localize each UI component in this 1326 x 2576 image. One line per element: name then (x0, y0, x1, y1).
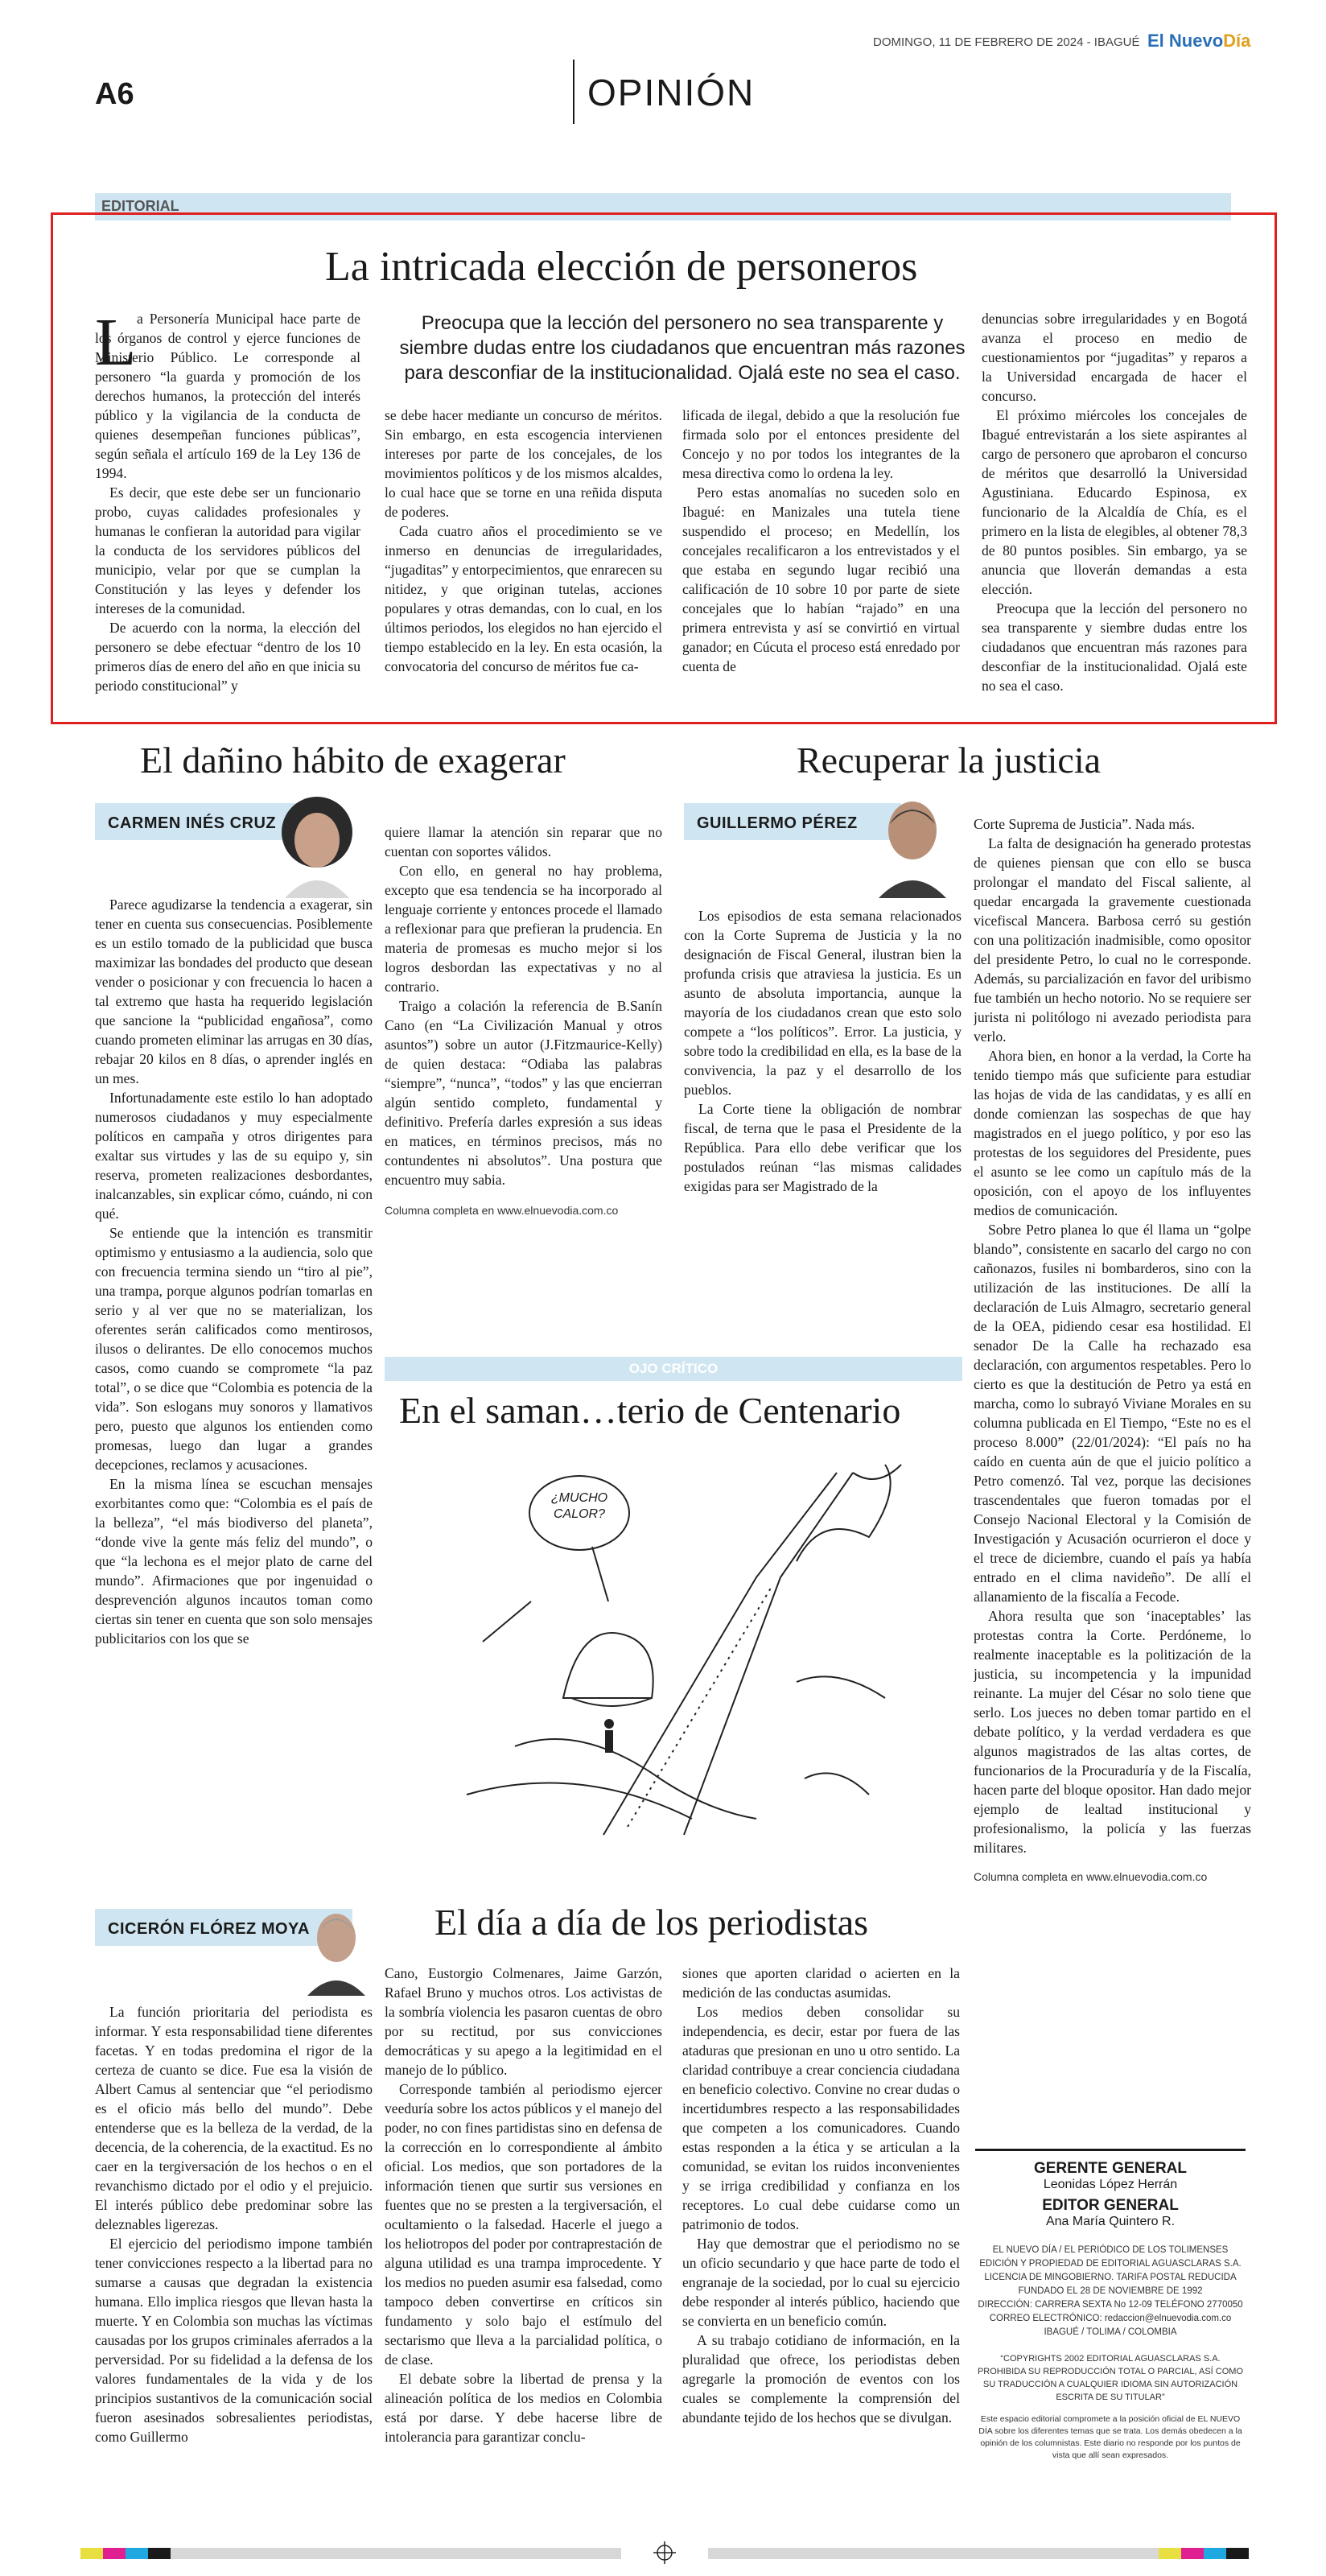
print-color-bar-segment (80, 2548, 103, 2559)
dateline: DOMINGO, 11 DE FEBRERO DE 2024 - IBAGUÉ (873, 35, 1140, 49)
editorial-tag: EDITORIAL (101, 198, 179, 214)
column-perez-author: GUILLERMO PÉREZ (684, 803, 901, 840)
editorial-column-1 (95, 305, 360, 711)
column-paragraph: Ahora bien, en honor a la verdad, la Corte ha tenido tiempo más que suficiente para estudiar las hojas de vida de las candidatas, y es allí en donde comienzan las sospechas de que hay magistrados en el juego político, y por eso las protestas de los seguidores del Presidente, pues el asunto se lee como un capítulo más de la oposición, con el apoyo de los influyentes medios de comunicación. (974, 1048, 1251, 1218)
column-cruz-title: El dañino hábito de exagerar (140, 740, 566, 781)
editorial-paragraph: Es decir, que este debe ser un funcionario probo, cuyas calidades profesionales y humanas le confieran la autoridad para vigilar la conducta de los servidores públicos del municipio, velar por que se cumplan la Constitución y las leyes y defender los intereses de la comunidad. (95, 484, 360, 616)
column-paragraph: La Corte tiene la obligación de nombrar fiscal, de terna que le pasa el Presidente de la República. Para ello debe verificar que los postulados reúnan “las mismas calidades exigidas para ser Magistrado de la (684, 1101, 962, 1194)
column-paragraph: Corte Suprema de Justicia”. Nada más. (974, 816, 1196, 832)
column-paragraph: Se entiende que la intención es transmitir optimismo y entusiasmo a la audiencia, solo que con frecuencia termina siendo un “tiro al pie”, una trampa, porque algunos podrían tomarlas en serio y al ver que no se materializan, los oferentes serán calificados como mentirosos, ilusos o delirantes. De ello conocemos muchos casos, como cuando se compromete “la paz total”, o se dice que “Colombia es potencia de la vida”. Son eslogans muy sonoros y llamativos pero, puesto que algunos los entienden como promesas, luego dan lugar a grandes decepciones, reclamos y acusaciones. (95, 1225, 373, 1473)
editor-title: EDITOR GENERAL (1042, 2197, 1179, 2214)
column-paragraph: Traigo a colación la referencia de B.Sanín Cano (en “La Civilización Manual y otros asuntos”) sobre un autor (J.Fitzmaurice-Kelly) de quien destaca: “Odiaba las palabras “siempre”, “nunca”, “todos” y las que encierran algún sentido completo, fundamental y definitivo. Prefería darles expresión a sus ideas en matices, en términos precisos, más no contundentes ni absolutos”. Una postura que encuentro muy sabia. (385, 998, 662, 1188)
editorial-column-4 (982, 309, 1247, 715)
print-color-bar-segment (171, 2548, 621, 2559)
column-paragraph: La función prioritaria del periodista es informar. Y esta responsabilidad tiene diferentes facetas. Y en todas predomina el rigor de la certeza de cuanto se dice. Fue esa la visión de Albert Camus al sentenciar que “el periodismo es el oficio más bello del mundo”. Debe entenderse que es la belleza de la verdad, de la decencia, de la coherencia, de la exactitud. Es no caer en la tergiversación de los hechos o en el revanchismo dictado por el odio y el prejuicio. El interés público debe predominar sobre las deleznables ligerezas. (95, 2004, 373, 2232)
column-perez-title: Recuperar la justicia (797, 740, 1102, 781)
editorial-column-3 (682, 406, 960, 715)
column-florez-author: CICERÓN FLÓREZ MOYA (95, 1909, 352, 1946)
column-paragraph: Infortunadamente este estilo lo han adoptado numerosos ciudadanos y muy especialmente políticos en campaña y otros dirigentes para exaltar sus virtudes y las de su equipo y, sin reserva, prometen realizaciones desbordantes, inalcanzables, sin explicar cómo, cuándo, ni con qué. (95, 1090, 373, 1222)
column-paragraph: Con ello, en general no hay problema, excepto que esa tendencia se ha incorporado al lenguaje corriente y entonces procede el llamado a reflexionar para que prefieran la prudencia. En materia de promesas es mucho mejor si los logros desbordan las expectativas y no al contrario. (385, 863, 662, 995)
column-cruz-col-1 (95, 895, 373, 1881)
column-florez-title: El día a día de los periodistas (434, 1902, 869, 1943)
column-paragraph: En la misma línea se escuchan mensajes exorbitantes como que: “Colombia es el país de la belleza”, “el más biodiverso del planeta”, “donde vive la gente más feliz del mundo”, o que “la lechona es el mejor plato de carne del mundo”. Afirmaciones que por ingenuidad o desprevención algunos incautos toman como ciertas sin tener en cuenta que son solo mensajes publicitarios con los que se (95, 1476, 373, 1647)
legal-line: EL NUEVO DÍA / EL PERIÓDICO DE LOS TOLIMENSES (992, 2245, 1229, 2255)
column-paragraph: Cano, Eustorgio Colmenares, Jaime Garzón, Rafael Bruno y muchos otros. Los activistas de la sombría violencia les pasaron cuentas de obro por su rectitud, por sus convicciones democráticas y su apego a la legitimidad en el manejo de lo público. (385, 1965, 662, 2078)
editorial-paragraph: Cada cuatro años el procedimiento se ve inmerso en denuncias de irregularidades, “jugaditas” y entorpecimientos, que enrarecen su nitidez, y que originan tutelas, acciones populares y otras demandas, con lo cual, en los últimos periodos, los elegidos no han ejercido el tiempo establecido en la ley. En esta ocasión, la convocatoria del concurso de méritos fue ca- (385, 523, 662, 674)
print-color-bar-segment (148, 2548, 171, 2559)
page-number: A6 (95, 77, 134, 111)
column-paragraph: El ejercicio del periodismo impone también tener convicciones respecto a la libertad para no sumarse a causas que degradan la existencia humana. Ello implica riesgos que llevan hasta la muerte. Y en Colombia son muchas las víctimas causadas por los grupos criminales aferrados a la perversidad. Por su fidelidad a la defensa de los valores fundamentales de la vida y de los principios sustantivos de la comunicación social fueron asesinados sobresalientes periodistas, como Guillermo (95, 2236, 373, 2445)
legal-line: CORREO ELECTRÓNICO: redaccion@elnuevodia.com.co (989, 2314, 1232, 2323)
column-florez-col-1 (95, 2002, 373, 2549)
author-photo-florez (304, 1907, 369, 1996)
editorial-paragraph: lificada de ilegal, debido a que la resolución fue firmada solo por el entonces presidente del Concejo y no por todos los integrantes de la mesa directiva como lo ordena la ley. (682, 407, 960, 481)
copyright-notice: “COPYRIGHTS 2002 EDITORIAL AGUASCLARAS S.A. PROHIBIDA SU REPRODUCCIÓN TOTAL O PARCIAL, ASÍ COMO SU TRADUCCIÓN A CUALQUIER IDIOMA SIN AUTORIZACIÓN ESCRITA DE SU TITULAR” (977, 2354, 1244, 2402)
cartoon-illustration (418, 1440, 917, 1843)
column-perez-col-2 (974, 814, 1251, 2102)
manager-name: Leonidas López Herrán (1043, 2178, 1178, 2191)
column-perez-note: Columna completa en www.elnuevodia.com.co (974, 1870, 1208, 1883)
editor-name: Ana María Quintero R. (1045, 2215, 1176, 2228)
editorial-paragraph: a Personería Municipal hace parte de los órganos de control y ejerce funciones de Ministerio Público. Le corresponde al personero “la guarda y promoción de los derechos humanos, la protección del interés público y la vigilancia de la conducta de quienes desempeñan funciones públicas”, según señala el artículo 169 de la Ley 136 de 1994. (95, 311, 360, 481)
header-divider (573, 60, 574, 124)
legal-info (975, 2244, 1246, 2339)
registration-mark-icon (653, 2541, 676, 2564)
column-paragraph: El debate sobre la libertad de prensa y la alineación política de los medios en Colombia está por darse. Y debe hacerse libre de intolerancia para garantizar conclu- (385, 2371, 662, 2445)
author-photo-cruz (269, 793, 365, 898)
legal-line: DIRECCIÓN: CARRERA SEXTA No 12-09 TELÉFONO 2770050 (978, 2300, 1243, 2310)
brand-logo (1147, 31, 1250, 52)
column-paragraph: Parece agudizarse la tendencia a exagerar, sin tener en cuenta sus consecuencias. Posiblemente es un estilo tomado de la publicidad que busca maximizar las bondades del producto que desean vender o posicionar y con frecuencia lo hacen a tal extremo que hasta ha requerido legislación que sancione la “publicidad engañosa”, como cuando prometen eliminar las arrugas en 30 días, rebajar 20 kilos en 8 días, o aprender inglés en un mes. (95, 896, 373, 1086)
editorial-paragraph: se debe hacer mediante un concurso de méritos. Sin embargo, en esta escogencia intervienen intereses por parte de los concejales, de los movimientos políticos y de los mismos alcaldes, lo cual hace que se torne en una reñida disputa de poderes. (385, 407, 662, 520)
legal-line: FUNDADO EL 28 DE NOVIEMBRE DE 1992 (1018, 2286, 1203, 2296)
editorial-paragraph: Pero estas anomalías no suceden solo en Ibagué: en Manizales una tutela tiene suspendido el proceso; en Medellín, los concejales recalificaron a los entrevistados y el que estaba en segundo lugar recibió una calificación de 10 sobre 10 por parte de siete concejales que lo habían “rajado” en una primera entrevista y así se convirtió en virtual ganador; en Cúcuta el proceso está enredado por cuenta de (682, 484, 960, 674)
editorial-dropcap: L (95, 305, 137, 380)
brand-logo-part-1: El Nuevo (1147, 31, 1224, 51)
column-paragraph: Los episodios de esta semana relacionados con la Corte Suprema de Justicia y la no designación de Fiscal General, ilustran bien la profunda crisis que atraviesa la justicia. Es un asunto de absoluta importancia, aunque la mayoría de los ciudadanos crean que esto solo compete a “los políticos”. Error. La justicia, y sobre todo la credibilidad en ella, es la base de la convivencia, la paz y el desarrollo de los pueblos. (684, 908, 962, 1098)
print-color-bar-segment (103, 2548, 126, 2559)
column-perez-col-1 (684, 906, 962, 1224)
column-paragraph: siones que aporten claridad o acierten en la medición de las conductas asumidas. (682, 1965, 960, 2001)
column-paragraph: Hay que demostrar que el periodismo no se un oficio secundario y que hace parte de todo el engranaje de la sociedad, por lo cual su ejercicio debe responder al interés público, haciendo que se convierta en un beneficio común. (682, 2236, 960, 2329)
editorial-paragraph: De acuerdo con la norma, la elección del personero se debe efectuar “dentro de los 10 primeros días de enero del año en que inicia su periodo constitucional” y (95, 620, 360, 694)
cartoon-speech-bubble (537, 1490, 621, 1523)
cartoon-bubble-line: ¿MUCHO (550, 1491, 608, 1505)
print-color-bar-segment (126, 2548, 148, 2559)
editorial-column-2 (385, 406, 662, 715)
column-paragraph: Ahora resulta que son ‘inaceptables’ las protestas contra la Corte. Perdóneme, lo realmente inaceptable es la politización de la justicia, su incompetencia y la impunidad reinante. La mujer del César no solo tiene que serlo. Los jueces no deben tomar partido en el debate político, y la verdad verdadera es que algunos magistrados de las altas cortes, de funcionarios de la Procuraduría y de la Fiscalía, hacen parte del bloque opositor. Han dado mejor ejemplo de lealtad institucional y profesionalismo, la policía y las fuerzas militares. (974, 1608, 1251, 1856)
cartoon-bubble-line: CALOR? (553, 1507, 606, 1521)
column-cruz-author: CARMEN INÉS CRUZ (95, 803, 328, 840)
legal-line: IBAGUÉ / TOLIMA / COLOMBIA (1044, 2327, 1177, 2337)
column-paragraph: Sobre Petro planea lo que él llama un “golpe blando”, consistente en sacarlo del cargo no con cañonazos, fusiles ni bombarderos, sino con la utilización de las instituciones. De allí la declaración de Luis Almagro, secretario general de la OEA, pidiendo cesar esa hostilidad. El senador De la Calle ha rechazado esa declaración, con argumentos respetables. Pero lo cierto es que la destitución de Petro ya está en marcha, como lo subrayó Viviane Morales en su columna publicada en El Tiempo, “Este no es el proceso 8.000” (22/01/2024): “El país no ha caído en cuenta aún de que el juicio político a Petro comenzó. Tal vez, porque las decisiones trascendentales que fueron tomadas por el Consejo Nacional Electoral y la Comisión de Investigación y Acusación ocurrieron el doce y el trece de diciembre, cuando el país ya había entrado en el clima navideño”. De allí el allanamiento de la fiscalía a Fecode. (974, 1222, 1251, 1605)
column-cruz-col-2 (385, 822, 662, 1289)
print-color-bar-segment (1226, 2548, 1249, 2559)
column-paragraph: La falta de designación ha generado protestas de quienes piensan que con ello se busca prolongar el mandato del Fiscal saliente, al quedar encargada la gravemente cuestionada vicefiscal Mancera. Barbosa cerró su gestión con una politización inadmisible, como opositor del presidente Petro, lo cual no le corresponde. Además, su parcialización en favor del uribismo fue también un hecho notorio. No se requiere ser jurista ni politólogo ni avezado periodista para verlo. (974, 835, 1251, 1045)
legal-line: LICENCIA DE MINGOBIERNO. TARIFA POSTAL REDUCIDA (984, 2273, 1237, 2282)
column-paragraph: Corresponde también al periodismo ejercer veeduría sobre los actos públicos y el manejo del poder, no con fines partidistas sino en defensa de la corrección en lo correspondiente al ámbito oficial. Los medios, que son portadores de la información tienen que surtir sus versiones en fuentes que no se presten a la tergiversación, el ocultamiento o la falsedad. Hacerle el juego a los heliotropos del poder por contraprestación de alguna utilidad es una trampa improcedente. Y los medios no pueden asumir esa falsedad, como tampoco deben convertirse en críticos sin fundamento y solo bajo el estímulo del sectarismo que lleva a la parcialidad política, o de clase. (385, 2081, 662, 2368)
brand-logo-part-2: Día (1223, 31, 1251, 51)
masthead-divider (975, 2149, 1246, 2151)
section-title: OPINIÓN (587, 72, 756, 113)
editorial-paragraph: El próximo miércoles los concejales de Ibagué entrevistarán a los siete aspirantes al cargo de personero que aprobaron el concurso de méritos que desarrolló la Universidad Agustiniana. Educardo Espinosa, ex funcionario de la Alcaldía de Chía, es el primero en la lista de elegibles, al obtener 78,3 de 80 puntos posibles. Sin embargo, ya se anuncia que lloverán demandas a esta elección. (982, 407, 1247, 597)
column-paragraph: A su trabajo cotidiano de información, en la pluralidad que ofrece, los periodistas deben agregarle la promoción de eventos con los cuales se complemente la comprensión del abundante tejido de los hechos que se divulgan. (682, 2332, 960, 2426)
print-color-bar-segment (708, 2548, 1159, 2559)
column-florez-col-3 (682, 1964, 960, 2549)
legal-line: EDICIÓN Y PROPIEDAD DE EDITORIAL AGUASCLARAS S.A. (979, 2259, 1242, 2269)
masthead (975, 2160, 1246, 2462)
editorial-disclaimer: Este espacio editorial compromete a la posición oficial de EL NUEVO DÍA sobre los diferentes temas que se trata. Los demás obedecen a la opinión de los columnistas. Este diario no responde por los puntos de vista que allí sean expresados. (978, 2414, 1242, 2460)
column-paragraph: Los medios deben consolidar su independencia, es decir, estar por fuera de las ataduras que presionan en uno u otro sentido. La claridad contribuye a crear conciencia ciudadana en beneficio colectivo. Convine no crear dudas o incertidumbres respecto a las responsabilidades que competen a los comunicadores. Cuando estas responden a la ética y se articulan a la comunidad, se evitan los ruidos inconvenientes y se irriga credibilidad y confianza en los receptores. Lo cual debe cuidarse como un patrimonio de todos. (682, 2004, 960, 2232)
cartoon-tag: OJO CRÍTICO (628, 1361, 719, 1376)
manager-title: GERENTE GENERAL (1033, 2160, 1188, 2177)
editorial-paragraph: denuncias sobre irregularidades y en Bogotá avanza el proceso en medio de cuestionamientos por “jugaditas” y reparos a la Universidad encargada de hacer el concurso. (982, 311, 1247, 404)
print-color-bar-segment (1204, 2548, 1226, 2559)
column-florez-col-2 (385, 1964, 662, 2549)
column-paragraph: quiere llamar la atención sin reparar que no cuentan con soportes válidos. (385, 824, 662, 859)
print-color-bar-segment (1181, 2548, 1204, 2559)
editorial-title: La intricada elección de personeros (325, 244, 918, 290)
cartoon-title: En el saman…terio de Centenario (399, 1390, 901, 1431)
editorial-pull-quote: Preocupa que la lección del personero no sea transparente y siembre dudas entre los ciudadanos que encuentran más razones para desconfiar de la institucionalidad. Ojalá este no sea el caso. (399, 312, 966, 384)
print-color-bar-segment (1159, 2548, 1181, 2559)
column-cruz-note: Columna completa en www.elnuevodia.com.co (385, 1204, 619, 1217)
editorial-paragraph: Preocupa que la lección del personero no sea transparente y siembre dudas entre los ciudadanos que encuentran más razones para desconfiar de la institucionalidad. Ojalá este no sea el caso. (982, 600, 1247, 694)
author-photo-perez (872, 793, 953, 898)
